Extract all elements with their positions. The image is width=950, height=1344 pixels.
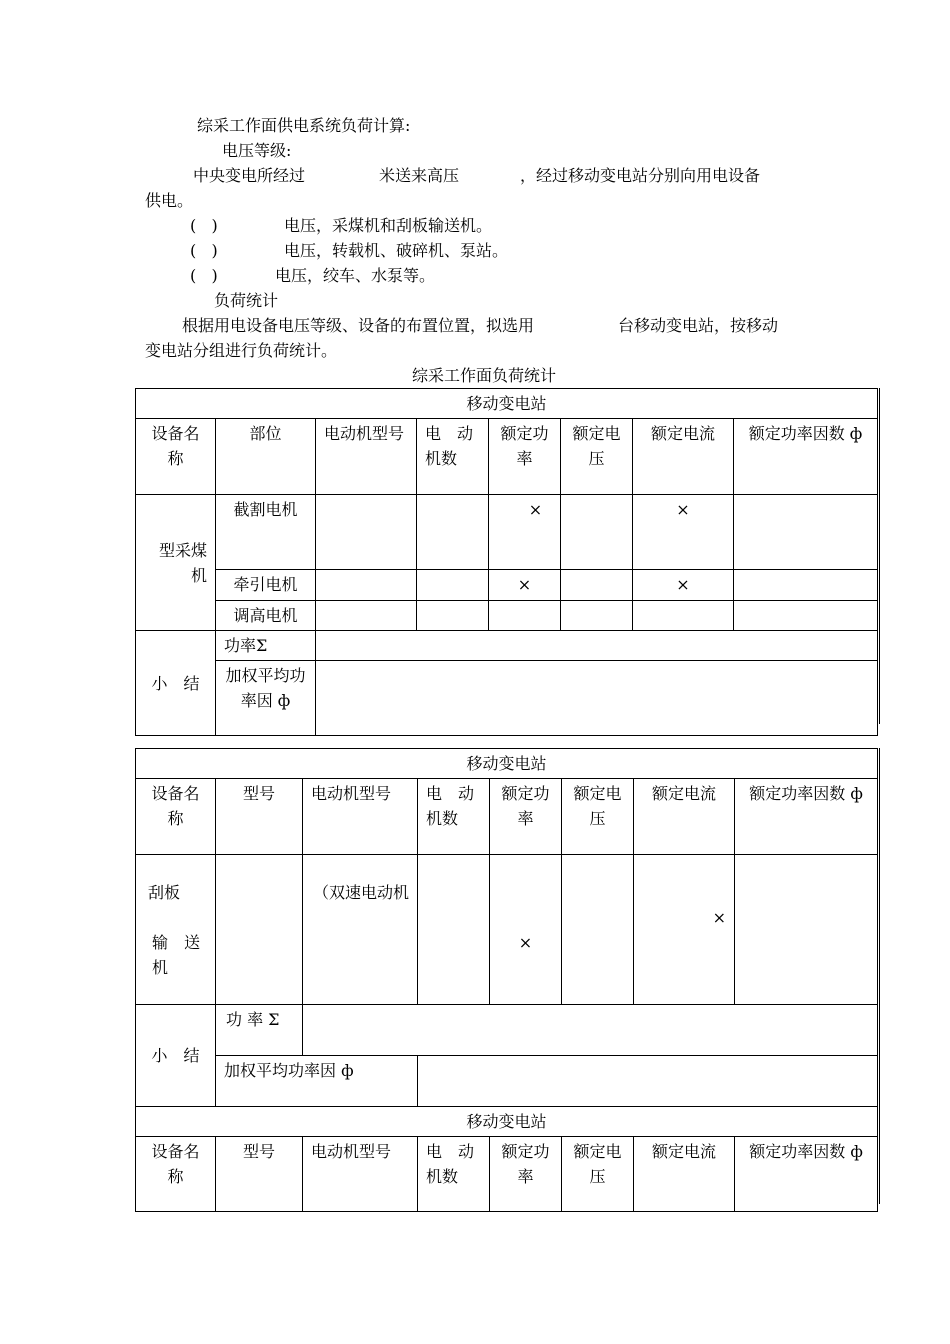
- current-cell: ×: [634, 855, 735, 1005]
- col-header-name: 设备名称: [136, 419, 216, 495]
- section-voltage-heading: 电压等级:: [222, 141, 292, 160]
- table-cell: [735, 855, 878, 1005]
- summary-power-value: [316, 631, 878, 661]
- item3-text: 电压，绞车、水泵等。: [275, 266, 436, 285]
- summary-pf-value: [316, 661, 878, 736]
- summary-power-label: 功率Σ: [216, 631, 316, 661]
- col-header-motor-model: 电动机型号: [303, 1137, 418, 1212]
- col-header-motor-count: 电 动机数: [417, 419, 489, 495]
- table-edge-line: [879, 748, 880, 1204]
- table-cell: [561, 495, 633, 570]
- equipment-name-a: 刮板: [148, 883, 181, 902]
- part-label: 调高电机: [216, 601, 316, 631]
- para2-part-c: 变电站分组进行负荷统计。: [145, 341, 338, 360]
- table-cell: [561, 570, 633, 601]
- col-header-rated-power: 额定功率: [489, 419, 561, 495]
- para1-part-c: ，经过移动变电站分别向用电设备: [520, 166, 761, 185]
- motor-model-cell: （双速电动机: [303, 855, 418, 1005]
- table-cell: [316, 570, 417, 601]
- table-cell: [633, 601, 734, 631]
- summary-label: 小 结: [136, 1005, 216, 1107]
- part-label: 牵引电机: [216, 570, 316, 601]
- col-header-rated-voltage: 额定电压: [561, 419, 633, 495]
- group-label-shearer: 型采煤机: [136, 495, 216, 631]
- col-header-power-factor: 额定功率因数 ф: [735, 779, 878, 855]
- load-table-1: [135, 388, 878, 736]
- load-table-2: [135, 748, 878, 1212]
- equipment-name-b: 输 送机: [152, 933, 201, 977]
- table-cell: [561, 601, 633, 631]
- item2-text: 电压，转载机、破碎机、泵站。: [284, 241, 509, 260]
- col-header-power-factor: 额定功率因数 ф: [735, 1137, 878, 1212]
- col-header-power-factor: 额定功率因数 ф: [734, 419, 878, 495]
- table-cell: [417, 570, 489, 601]
- table-cell: [417, 495, 489, 570]
- summary-label: 小 结: [136, 631, 216, 736]
- station-header: 移动变电站: [136, 749, 878, 779]
- table-cell: [734, 601, 878, 631]
- section-load-heading: 负荷统计: [214, 291, 279, 310]
- table-cell: [562, 855, 634, 1005]
- table-cell: [216, 855, 303, 1005]
- equipment-name-cell: [136, 855, 216, 1005]
- col-header-model: 型号: [216, 779, 303, 855]
- para1-part-a: 中央变电所经过: [193, 166, 306, 185]
- summary-pf-value: [418, 1056, 878, 1107]
- power-cell: ×: [489, 570, 561, 601]
- current-cell: ×: [633, 570, 734, 601]
- col-header-rated-power: 额定功率: [490, 1137, 562, 1212]
- item1-bracket: ( ): [190, 216, 218, 235]
- summary-power-label: 功 率 Σ: [216, 1005, 303, 1056]
- para2-part-a: 根据用电设备电压等级、设备的布置位置，拟选用: [182, 316, 535, 335]
- current-cell: ×: [633, 495, 734, 570]
- para1-part-d: 供电。: [145, 191, 194, 210]
- item1-text: 电压，采煤机和刮板输送机。: [284, 216, 493, 235]
- col-header-rated-power: 额定功率: [490, 779, 562, 855]
- col-header-rated-current: 额定电流: [634, 779, 735, 855]
- col-header-motor-count: 电 动机数: [418, 779, 490, 855]
- col-header-rated-current: 额定电流: [634, 1137, 735, 1212]
- para1-part-b: 米送来高压: [379, 166, 460, 185]
- col-header-rated-voltage: 额定电压: [562, 779, 634, 855]
- station-header: 移动变电站: [136, 389, 878, 419]
- table-cell: [417, 601, 489, 631]
- summary-power-value: [303, 1005, 878, 1056]
- col-header-motor-count: 电 动机数: [418, 1137, 490, 1212]
- table-cell: [316, 601, 417, 631]
- table-cell: [418, 855, 490, 1005]
- table-caption: 综采工作面负荷统计: [412, 366, 557, 385]
- table-edge-line: [879, 388, 880, 724]
- part-label: 截割电机: [216, 495, 316, 570]
- col-header-model: 型号: [216, 1137, 303, 1212]
- para2-part-b: 台移动变电站，按移动: [618, 316, 779, 335]
- table-cell: [734, 495, 878, 570]
- doc-title: 综采工作面供电系统负荷计算:: [197, 116, 411, 135]
- station-header: 移动变电站: [136, 1107, 878, 1137]
- col-header-rated-voltage: 额定电压: [562, 1137, 634, 1212]
- col-header-rated-current: 额定电流: [633, 419, 734, 495]
- item2-bracket: ( ): [190, 241, 218, 260]
- summary-pf-label: 加权平均功率因 ф: [216, 661, 316, 736]
- table-cell: [316, 495, 417, 570]
- item3-bracket: ( ): [190, 266, 218, 285]
- col-header-part: 部位: [216, 419, 316, 495]
- table-cell: [734, 570, 878, 601]
- col-header-name: 设备名称: [136, 1137, 216, 1212]
- col-header-motor-model: 电动机型号: [316, 419, 417, 495]
- col-header-motor-model: 电动机型号: [303, 779, 418, 855]
- col-header-name: 设备名称: [136, 779, 216, 855]
- power-cell: ×: [490, 855, 562, 1005]
- table-cell: [489, 601, 561, 631]
- power-cell: ×: [489, 495, 561, 570]
- summary-pf-label: 加权平均功率因 ф: [216, 1056, 418, 1107]
